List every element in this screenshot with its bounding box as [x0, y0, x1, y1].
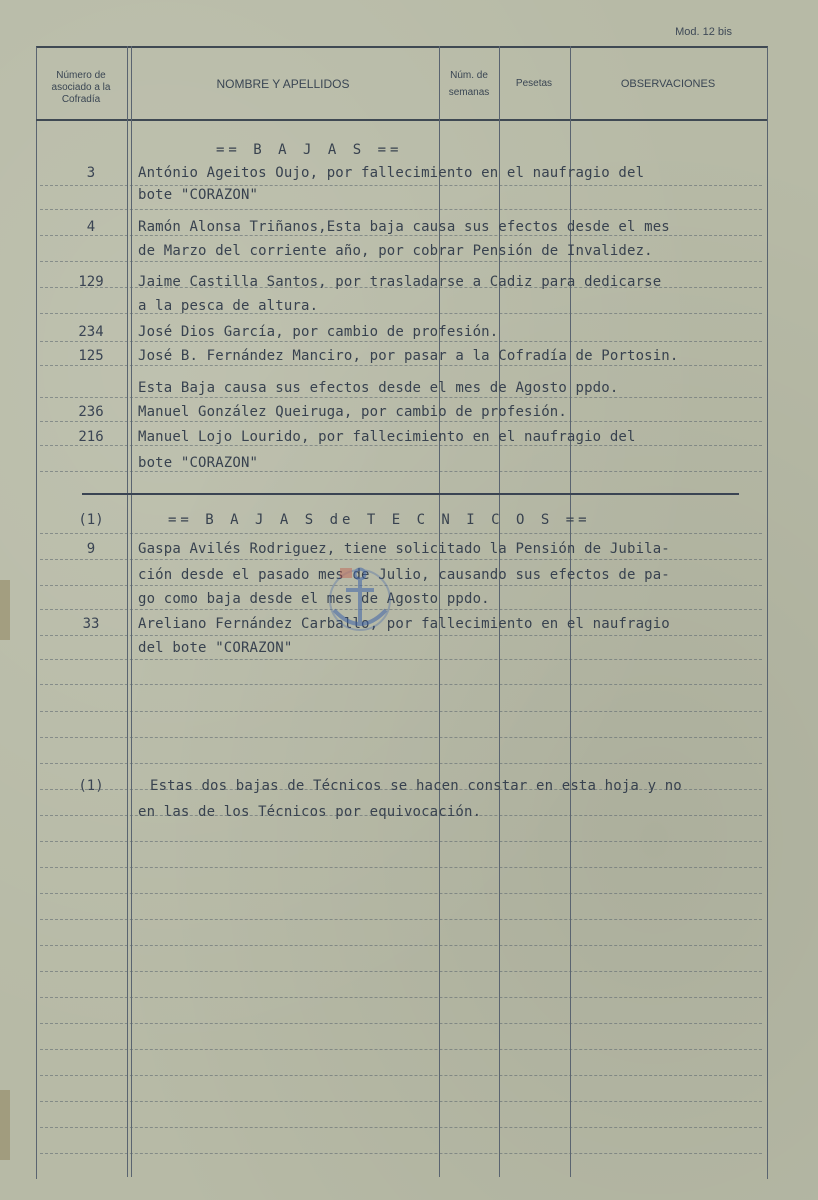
entry-line: Areliano Fernández Carballo, por fallecimiento en el naufragio [138, 616, 670, 632]
entry-line: José B. Fernández Manciro, por pasar a la Cofradía de Portosin. [138, 348, 679, 364]
member-number: 33 [82, 616, 100, 632]
footnote-marker: (1) [78, 512, 104, 528]
entry-line: António Ageitos Oujo, por fallecimiento en el naufragio del [138, 165, 645, 181]
footnote-marker: (1) [78, 778, 104, 794]
member-number: 125 [78, 348, 104, 364]
column-header-semanas: Núm. de semanas [448, 70, 490, 98]
entry-line: a la pesca de altura. [138, 298, 319, 314]
footnote-line: Estas dos bajas de Técnicos se hacen constar en esta hoja y no [150, 778, 682, 794]
member-number: 3 [86, 165, 96, 181]
ruling-line [40, 893, 762, 894]
member-number: 236 [78, 404, 104, 420]
ruling-line [40, 1049, 762, 1050]
form-code: Mod. 12 bis [675, 26, 732, 38]
entry-line: de Marzo del corriente año, por cobrar Pensión de Invalidez. [138, 243, 653, 259]
ruling-line [40, 711, 762, 712]
ruling-line [40, 659, 762, 660]
column-divider [499, 46, 500, 1177]
footnote-line: en las de los Técnicos por equivocación. [138, 804, 482, 820]
ledger-table [36, 46, 768, 1179]
ruling-line [40, 763, 762, 764]
member-number: 4 [86, 219, 96, 235]
section-separator [82, 493, 739, 495]
column-header-nombre: NOMBRE Y APELLIDOS [216, 77, 350, 91]
ruling-line [40, 1101, 762, 1102]
edge-stain [0, 580, 10, 640]
ruling-line [40, 684, 762, 685]
entry-line: go como baja desde el mes de Agosto ppdo. [138, 591, 490, 607]
ruling-line [40, 945, 762, 946]
member-number: 9 [86, 541, 96, 557]
column-header-observaciones: OBSERVACIONES [620, 78, 716, 90]
header-divider [36, 119, 767, 121]
entry-line: Jaime Castilla Santos, por trasladarse a Cadiz para dedicarse [138, 274, 662, 290]
column-divider [439, 46, 440, 1177]
section-title-bajas: == B A J A S == [216, 142, 403, 158]
entry-line: bote "CORAZON" [138, 455, 259, 471]
ruling-line [40, 867, 762, 868]
ruling-line [40, 1153, 762, 1154]
ruling-line [40, 261, 762, 262]
ruling-line [40, 971, 762, 972]
entry-line: Manuel González Queiruga, por cambio de profesión. [138, 404, 567, 420]
ruling-line [40, 997, 762, 998]
member-number: 129 [78, 274, 104, 290]
ruling-line [40, 1075, 762, 1076]
ruling-line [40, 841, 762, 842]
entry-line: Gaspa Avilés Rodriguez, tiene solicitado la Pensión de Jubila- [138, 541, 670, 557]
edge-stain [0, 1090, 10, 1160]
ruling-line [40, 919, 762, 920]
ruling-line [40, 209, 762, 210]
member-number: 216 [78, 429, 104, 445]
column-divider [127, 46, 128, 1177]
column-divider [570, 46, 571, 1177]
ruling-line [40, 533, 762, 534]
column-header-numero: Número de asociado a la Cofradía [51, 70, 111, 105]
entry-line: ción desde el pasado mes de Julio, causando sus efectos de pa- [138, 567, 670, 583]
ruling-line [40, 1127, 762, 1128]
ruling-line [40, 1023, 762, 1024]
entry-line: Esta Baja causa sus efectos desde el mes de Agosto ppdo. [138, 380, 619, 396]
entry-line: bote "CORAZON" [138, 187, 259, 203]
ruling-line [40, 737, 762, 738]
entry-line: José Dios García, por cambio de profesión. [138, 324, 499, 340]
section-title-bajas-tecnicos: == B A J A S de T E C N I C O S == [168, 512, 591, 528]
entry-line: del bote "CORAZON" [138, 640, 293, 656]
entry-line: Ramón Alonsa Triñanos,Esta baja causa sus efectos desde el mes [138, 219, 670, 235]
column-header-pesetas: Pesetas [515, 78, 553, 89]
anchor-stamp-icon [318, 560, 402, 640]
member-number: 234 [78, 324, 104, 340]
entry-line: Manuel Lojo Lourido, por fallecimiento en el naufragio del [138, 429, 636, 445]
column-divider [131, 46, 132, 1177]
